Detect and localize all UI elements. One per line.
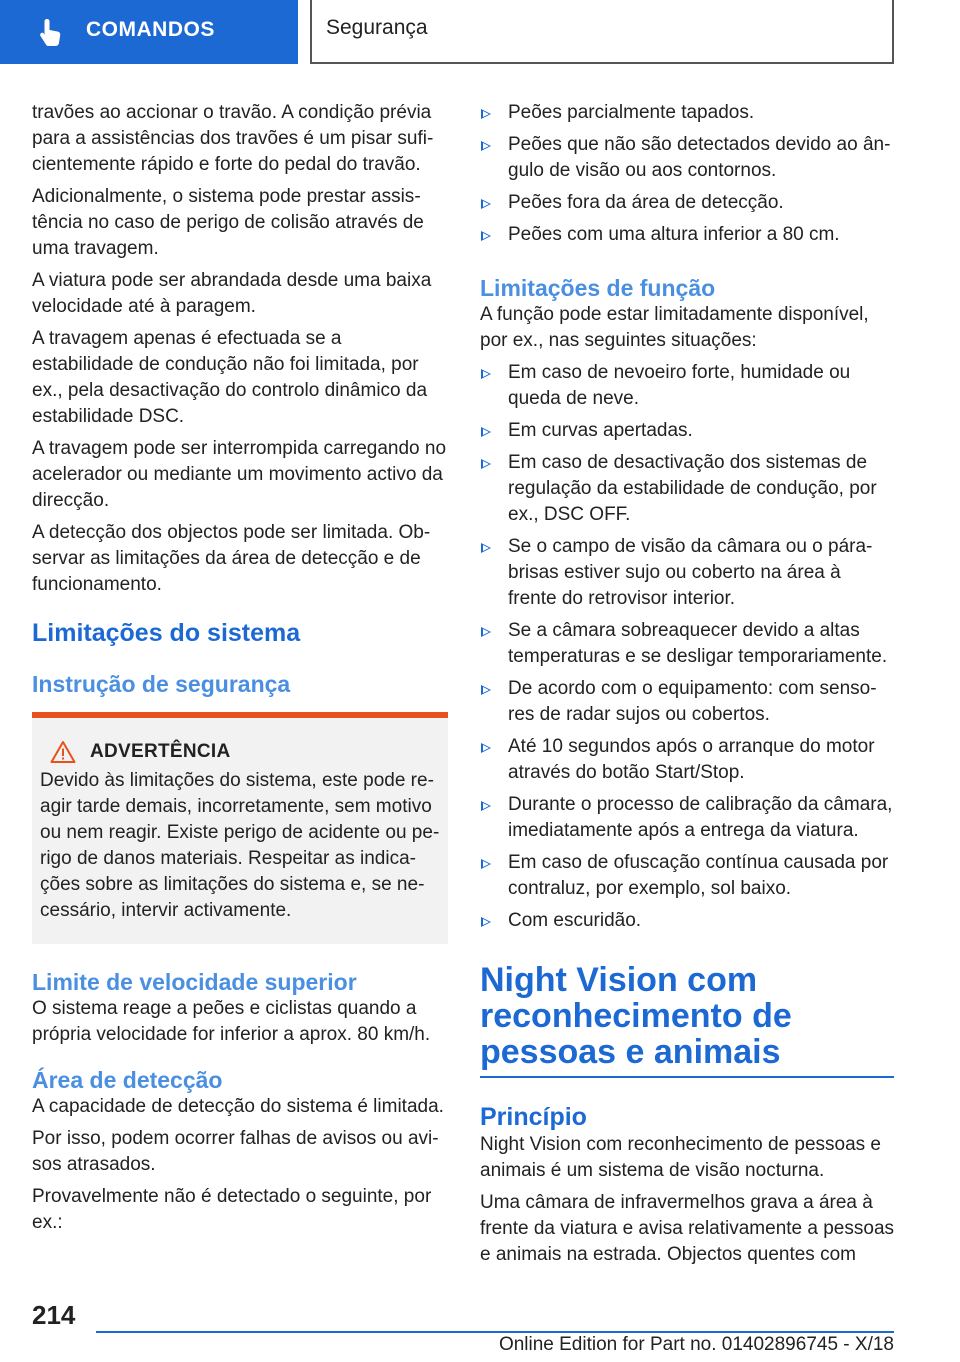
footer-divider (96, 1331, 894, 1333)
list-item: Peões com uma altura inferior a 80 cm. (480, 222, 894, 248)
list-item: Se o campo de visão da câmara ou o pára-brisas estiver sujo ou coberto na área à frente do retrovisor interior. (480, 534, 894, 612)
paragraph: O sistema reage a peões e ciclistas quando a própria velocidade for inferior a aprox. 80 km/h. (32, 998, 431, 1045)
list-item: Em caso de ofuscação contínua causada por contraluz, por exemplo, sol baixo. (480, 850, 894, 902)
bullet-triangle-icon (481, 369, 491, 379)
heading-limitacoes-funcao: Limitações de função (480, 275, 716, 301)
list-item: Durante o processo de calibração da câmara, imediatamente após a entrega da viatura. (480, 792, 894, 844)
bullet-triangle-icon (481, 801, 491, 811)
warning-title (50, 740, 440, 764)
bullet-triangle-icon (481, 231, 491, 241)
bullet-triangle-icon (481, 543, 491, 553)
list-item: De acordo com o equipamento: com sensores de radar sujos ou cobertos. (480, 676, 894, 728)
paragraph: Adicionalmente, o sistema pode prestar assistência no caso de perigo de colisão através de uma travagem. (32, 186, 424, 259)
paragraph: Provavelmente não é detectado o seguinte, por ex.: (32, 1186, 432, 1233)
header-tab (0, 0, 298, 64)
bullet-triangle-icon (481, 685, 491, 695)
bullet-triangle-icon (481, 627, 491, 637)
list-item: Peões parcialmente tapados. (480, 100, 894, 126)
heading-area-deteccao: Área de detecção (32, 1067, 223, 1093)
paragraph: Uma câmara de infravermelhos grava a área à frente da viatura e avisa relativamente a pessoas e animais na estrada. Objectos quentes com (480, 1192, 895, 1265)
heading-instrucao-seguranca: Instrução de segurança (32, 671, 291, 697)
paragraph: A viatura pode ser abrandada desde uma baixa velocidade até à paragem. (32, 270, 432, 317)
header-tab-label: COMANDOS (86, 18, 215, 41)
bullet-triangle-icon (481, 459, 491, 469)
warning-title-text: ADVERTÊNCIA (90, 741, 231, 762)
left-column (32, 100, 448, 1242)
bullet-triangle-icon (481, 917, 491, 927)
paragraph: A função pode estar limitadamente disponível, por ex., nas seguintes situações: (480, 304, 869, 351)
header-section-label: Segurança (326, 16, 428, 39)
heading-principio: Princípio (480, 1103, 587, 1131)
list-item: Com escuridão. (480, 908, 894, 934)
warning-text: Devido às limitações do sistema, este pode reagir tarde demais, incorretamente, sem motivo ou nem reagir. Existe perigo de acidente ou perigo de danos materiais. Respeitar as indicações sobre as limitações do sistema e, se necessário, intervir activamente. (40, 770, 440, 921)
list-item: Em curvas apertadas. (480, 418, 894, 444)
paragraph: A capacidade de detecção do sistema é limitada. (32, 1096, 444, 1117)
paragraph: travões ao accionar o travão. A condição prévia para a assistências dos travões é um pisar suficientemente rápido e forte do pedal do travão. (32, 102, 434, 175)
heading-night-vision: Night Vision com reconhecimento de pessoas e animais (480, 961, 792, 1071)
paragraph: A travagem apenas é efectuada se a estabilidade de condução não foi limitada, por ex., pela desactivação do controlo dinâmico da estabilidade DSC. (32, 328, 428, 427)
list-item: Se a câmara sobreaquecer devido a altas temperaturas e se desligar temporariamente. (480, 618, 894, 670)
list-undetected (480, 100, 894, 248)
warning-triangle-icon (50, 740, 76, 764)
list-item: Em caso de nevoeiro forte, humidade ou queda de neve. (480, 360, 894, 412)
list-item: Em caso de desactivação dos sistemas de regulação da estabilidade de condução, por ex., DSC OFF. (480, 450, 894, 528)
bullet-triangle-icon (481, 427, 491, 437)
bullet-triangle-icon (481, 109, 491, 119)
hand-pointer-icon (36, 16, 68, 48)
bullet-triangle-icon (481, 859, 491, 869)
bullet-triangle-icon (481, 199, 491, 209)
list-item: Peões que não são detectados devido ao ângulo de visão ou aos contornos. (480, 132, 894, 184)
footer-edition: Online Edition for Part no. 01402896745 - X/18 (498, 1334, 894, 1355)
paragraph: A detecção dos objectos pode ser limitada. Observar as limitações da área de detecção e de funcionamento. (32, 522, 431, 595)
warning-box (32, 712, 448, 944)
paragraph: A travagem pode ser interrompida carregando no acelerador ou mediante um movimento activo da direcção. (32, 438, 447, 511)
list-function-limits (480, 360, 894, 934)
paragraph: Night Vision com reconhecimento de pessoas e animais é um sistema de visão nocturna. (480, 1134, 881, 1181)
heading-limitacoes-sistema: Limitações do sistema (32, 619, 301, 647)
header-section (310, 0, 894, 64)
paragraph: Por isso, podem ocorrer falhas de avisos ou avisos atrasados. (32, 1128, 439, 1175)
list-item: Até 10 segundos após o arranque do motor através do botão Start/Stop. (480, 734, 894, 786)
section-divider (480, 1076, 894, 1078)
bullet-triangle-icon (481, 141, 491, 151)
list-item: Peões fora da área de detecção. (480, 190, 894, 216)
page-number: 214 (32, 1300, 76, 1330)
bullet-triangle-icon (481, 743, 491, 753)
right-column (480, 100, 894, 1274)
heading-limite-velocidade: Limite de velocidade superior (32, 969, 357, 995)
